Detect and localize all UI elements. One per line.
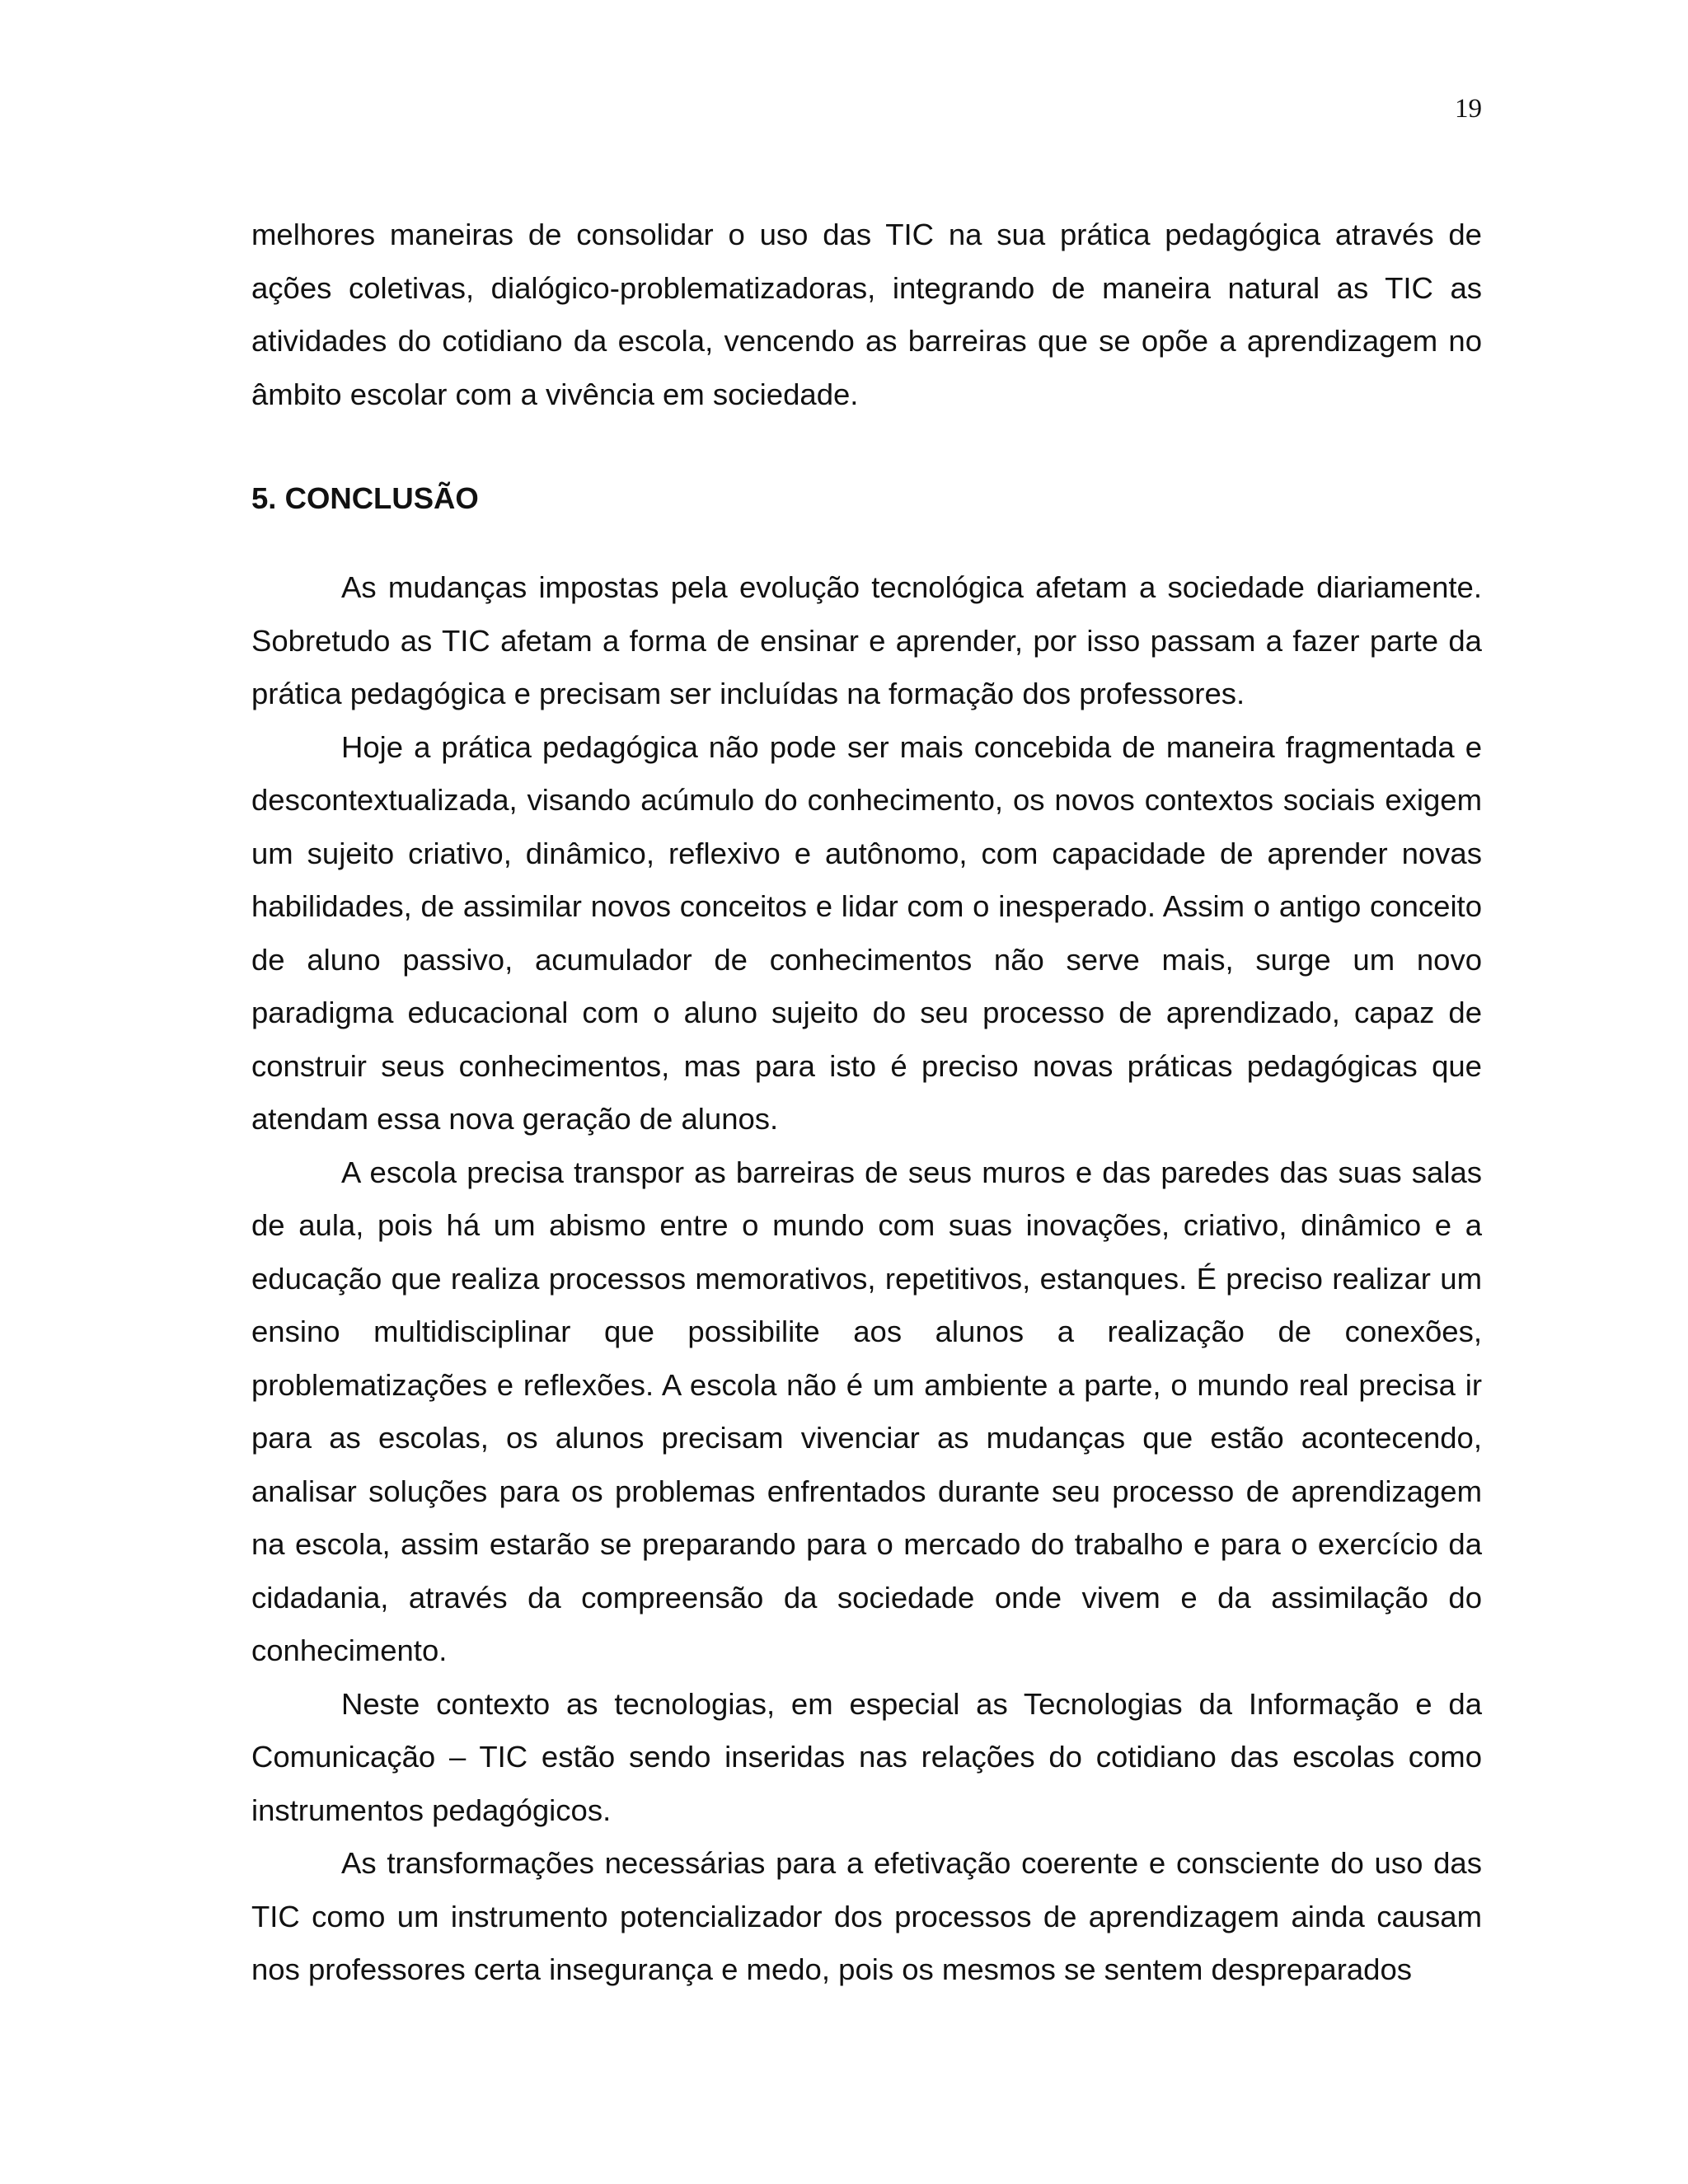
section-body xyxy=(251,561,1482,1997)
body-paragraph-2: Hoje a prática pedagógica não pode ser mais concebida de maneira fragmentada e descontextualizada, visando acúmulo do conhecimento, os novos contextos sociais exigem um sujeito criativo, dinâmico, reflexivo e autônomo, com capacidade de aprender novas habilidades, de assimilar novos conceitos e lidar com o inesperado. Assim o antigo conceito de aluno passivo, acumulador de conhecimentos não serve mais, surge um novo paradigma educacional com o aluno sujeito do seu processo de aprendizado, capaz de construir seus conhecimentos, mas para isto é preciso novas práticas pedagógicas que atendam essa nova geração de alunos. xyxy=(251,729,1482,1136)
body-paragraph-3: A escola precisa transpor as barreiras de seus muros e das paredes das suas salas de aula, pois há um abismo entre o mundo com suas inovações, criativo, dinâmico e a educação que realiza processos memorativos, repetitivos, estanques. É preciso realizar um ensino multidisciplinar que possibilite aos alunos a realização de conexões, problematizações e reflexões. A escola não é um ambiente a parte, o mundo real precisa ir para as escolas, os alunos precisam vivenciar as mudanças que estão acontecendo, analisar soluções para os problemas enfrentados durante seu processo de aprendizagem na escola, assim estarão se preparando para o mercado do trabalho e para o exercício da cidadania, através da compreensão da sociedade onde vivem e da assimilação do conhecimento. xyxy=(251,1155,1482,1667)
continuation-text xyxy=(251,209,1482,421)
body-paragraph-1: As mudanças impostas pela evolução tecnológica afetam a sociedade diariamente. Sobretudo as TIC afetam a forma de ensinar e aprender, por isso passam a fazer parte da prática pedagógica e precisam ser incluídas na formação dos professores. xyxy=(251,570,1482,710)
body-paragraph-4: Neste contexto as tecnologias, em especial as Tecnologias da Informação e da Comunicação – TIC estão sendo inseridas nas relações do cotidiano das escolas como instrumentos pedagógicos. xyxy=(251,1686,1482,1827)
body-paragraph-5: As transformações necessárias para a efetivação coerente e consciente do uso das TIC como um instrumento potencializador dos processos de aprendizagem ainda causam nos professores certa insegurança e medo, pois os mesmos se sentem despreparados xyxy=(251,1846,1482,1986)
page-number: 19 xyxy=(1455,94,1482,124)
section-heading: 5. CONCLUSÃO xyxy=(251,481,479,515)
continuation-paragraph: melhores maneiras de consolidar o uso das TIC na sua prática pedagógica através de ações coletivas, dialógico-problematizadoras, integrando de maneira natural as TIC as atividades do cotidiano da escola, vencendo as barreiras que se opõe a aprendizagem no âmbito escolar com a vivência em sociedade. xyxy=(251,218,1482,411)
